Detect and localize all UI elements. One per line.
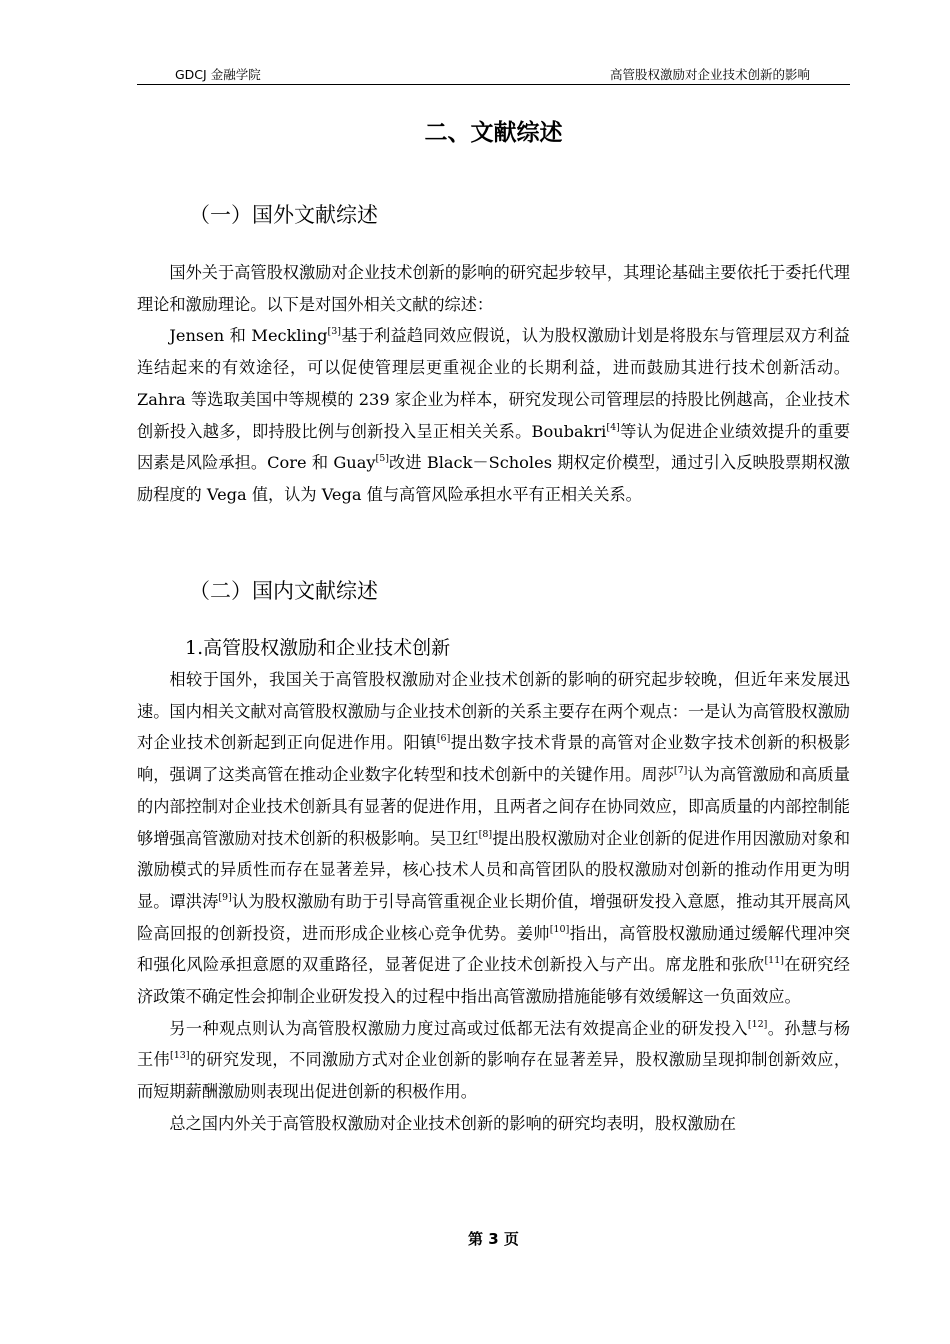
section-heading-domestic: （二）国内文献综述 [189,579,378,603]
citation-ref: [10] [549,923,570,935]
header-thesis-title: 高管股权激励对企业技术创新的影响 [609,67,810,82]
citation-ref: [13] [170,1050,190,1062]
citation-ref: [9] [218,891,232,903]
subsection-title: 高管股权激励和企业技术创新 [203,637,451,659]
citation-ref: [7] [673,765,688,777]
citation-ref: [12] [747,1018,768,1030]
domestic-review-body [137,664,850,1140]
citation-ref: [11] [764,955,784,967]
paragraph-text: 国外关于高管股权激励对企业技术创新的影响的研究起步较早，其理论基础主要依托于委托代理理论和激励理论。以下是对国外相关文献的综述： [137,263,850,314]
citation-ref: [3] [327,326,342,338]
citation-ref: [4] [606,421,620,433]
page-number: 第 3 页 [468,1230,519,1248]
domestic-paragraph-1: 相较于国外，我国关于高管股权激励对企业技术创新的影响的研究起步较晚，但近年来发展迅速。国内相关文献对高管股权激励与企业技术创新的关系主要存在两个观点：一是认为高管股权激励对企业技术创新起到正向促进作用。阳镇[6]提出数字技术背景的高管对企业数字技术创新的积极影响，强调了这类高管在推动企业数字化转型和技术创新中的关键作用。周莎[7]认为高管激励和高质量的内部控制对企业技术创新具有显著的促进作用，且两者之间存在协同效应，即高质量的内部控制能够增强高管激励对技术创新的积极影响。吴卫红[8]提出股权激励对企业创新的促进作用因激励对象和激励模式的异质性而存在显著差异，核心技术人员和高管团队的股权激励对创新的推动作用更为明显。谭洪涛[9]认为股权激励有助于引导高管重视企业长期价值，增强研发投入意愿，推动其开展高风险高回报的创新投资，进而形成企业核心竞争优势。姜帅[10]指出，高管股权激励通过缓解代理冲突和强化风险承担意愿的双重路径，显著促进了企业技术创新投入与产出。席龙胜和张欣[11]在研究经济政策不确定性会抑制企业研发投入的过程中指出高管激励措施能够有效缓解这一负面效应。 [137,670,851,1007]
subsection-heading [185,633,450,663]
domestic-paragraph-3: 总之国内外关于高管股权激励对企业技术创新的影响的研究均表明，股权激励在 [169,1113,736,1133]
citation-ref: [8] [478,828,493,840]
chapter-title: 二、文献综述 [424,120,563,146]
domestic-paragraph-2: 另一种观点则认为高管股权激励力度过高或过低都无法有效提高企业的研发投入[12]。孙慧与杨王伟[13]的研究发现，不同激励方式对企业创新的影响存在显著差异，股权激励呈现抑制创新效应，而短期薪酬激励则表现出促进创新的积极作用。 [137,1018,851,1102]
citation-ref: [5] [375,453,389,465]
header-institution: GDCJ 金融学院 [175,67,261,82]
page-header [137,66,850,85]
foreign-intro-paragraph [137,257,850,511]
citation-ref: [6] [436,733,451,745]
subsection-number: 1. [185,637,204,659]
section-heading-foreign: （一）国外文献综述 [189,203,378,227]
foreign-review-paragraph: Jensen 和 Meckling[3]基于利益趋同效应假说，认为股权激励计划是将股东与管理层双方利益连结起来的有效途径，可以促使管理层更重视企业的长期利益，进而鼓励其进行技术创新活动。Zahra 等选取美国中等规模的 239 家企业为样本，研究发现公司管理层的持股比例越高，企业技术创新投入越多，即持股比例与创新投入呈正相关关系。Boubakri[4]等认为促进企业绩效提升的重要因素是风险承担。Core 和 Guay[5]改进 Black－Scholes 期权定价模型，通过引入反映股票期权激励程度的 Vega 值，认为 Vega 值与高管风险承担水平有正相关关系。 [137,326,851,504]
